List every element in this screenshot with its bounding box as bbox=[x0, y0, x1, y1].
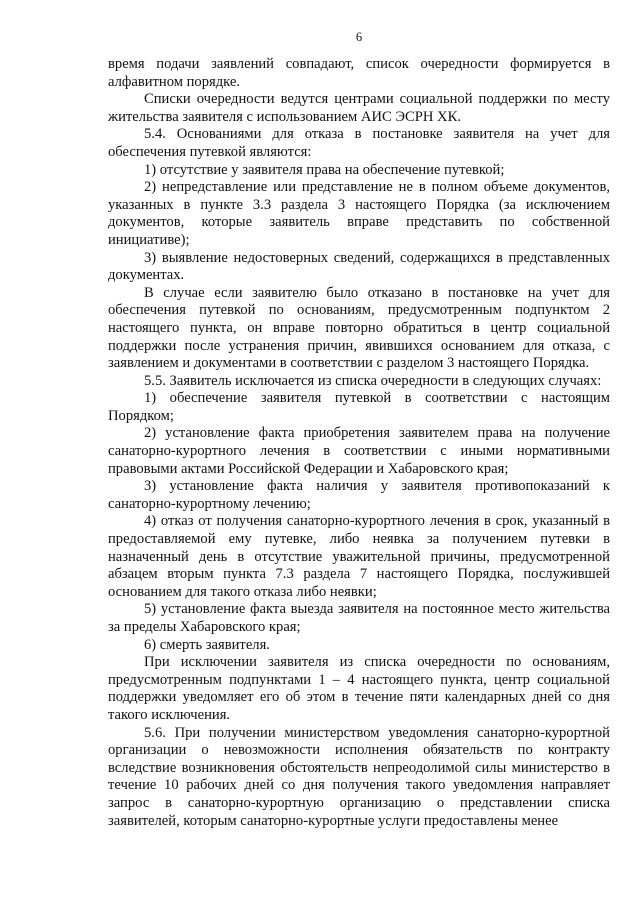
paragraph-5-5-item-2: 2) установление факта приобретения заявителем права на получение санаторно-курортного лечения в соответствии с иными нормативными правовыми актами Российской Федерации и Хабаровского края; bbox=[108, 425, 610, 477]
paragraph-5-4-item-3: 3) выявление недостоверных сведений, содержащихся в представленных документах. bbox=[108, 249, 610, 284]
paragraph-5-5-item-1: 1) обеспечение заявителя путевкой в соответствии с настоящим Порядком; bbox=[108, 390, 610, 424]
paragraph-5-5-item-6: 6) смерть заявителя. bbox=[144, 636, 270, 653]
paragraph-queue-alphabetical-end: время подачи заявлений совпадают, список очередности формируется в алфавитном порядке. bbox=[108, 56, 610, 90]
paragraph-5-5-item-4: 4) отказ от получения санаторно-курортного лечения в срок, указанный в предоставляемой ему путевке, либо неявка за получением путевки в назначенный день в отсутствие уважительной причины, предусмотренной абзацем вторым пункта 7.3 раздела 7 настоящего Порядка, послужившей основанием для такого отказа либо неявки; bbox=[108, 513, 610, 600]
paragraph-5-4-repeat-application: В случае если заявителю было отказано в постановке на учет для обеспечения путевкой по основаниям, предусмотренным подпунктом 2 настоящего пункта, он вправе повторно обратиться в центр социальной поддержки после устранения причин, явившихся основанием для отказа, с заявлением и документами в соответствии с разделом 3 настоящего Порядка. bbox=[108, 284, 610, 372]
paragraph-5-5-item-3: 3) установление факта наличия у заявителя противопоказаний к санаторно-курортному лечению; bbox=[108, 478, 610, 512]
paragraph-queue-lists: Списки очередности ведутся центрами социальной поддержки по месту жительства заявителя с использованием АИС ЭСРН ХК. bbox=[108, 91, 610, 125]
paragraph-5-5-notification: При исключении заявителя из списка очередности по основаниям, предусмотренным подпунктами 1 – 4 настоящего пункта, центр социальной поддержки уведомляет его об этом в течение пяти календарных дней со дня такого исключения. bbox=[108, 654, 610, 723]
page-number: 6 bbox=[355, 30, 363, 44]
paragraph-5-6: 5.6. При получении министерством уведомления санаторно-курортной организации о невозможности исполнения обязательств по контракту вследствие возникновения обстоятельств непреодолимой силы министерство в течение 10 рабочих дней со дня получения такого уведомления направляет запрос в санаторно-курортную организацию о представлении списка заявителей, которым санаторно-курортные услуги предоставлены менее bbox=[108, 724, 610, 829]
paragraph-5-4-item-1: 1) отсутствие у заявителя права на обеспечение путевкой; bbox=[144, 161, 505, 178]
paragraph-5-5-item-5: 5) установление факта выезда заявителя на постоянное место жительства за пределы Хабаровского края; bbox=[108, 601, 610, 635]
paragraph-5-5-heading: 5.5. Заявитель исключается из списка очередности в следующих случаях: bbox=[144, 372, 602, 389]
paragraph-5-4-heading: 5.4. Основаниями для отказа в постановке заявителя на учет для обеспечения путевкой являются: bbox=[108, 126, 610, 160]
paragraph-5-4-item-2: 2) непредставление или представление не в полном объеме документов, указанных в пункте 3.3 раздела 3 настоящего Порядка (за исключением документов, которые заявитель вправе представить по собственной инициативе); bbox=[108, 179, 610, 248]
